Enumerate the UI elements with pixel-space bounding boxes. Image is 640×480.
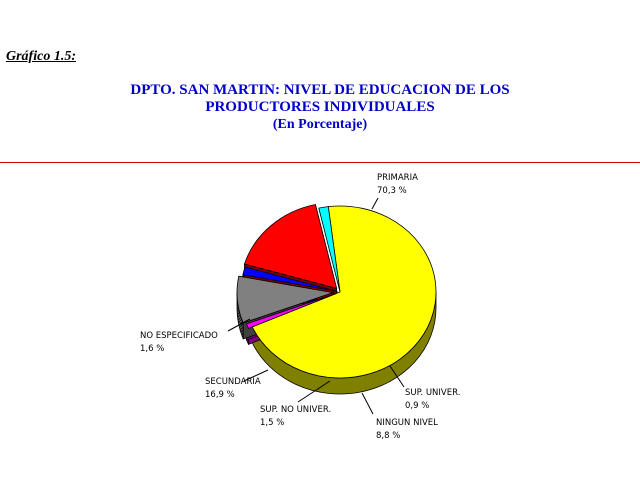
slice-label-4: SECUNDARIA (205, 377, 261, 387)
slice-label-5: NO ESPECIFICADO (140, 331, 218, 341)
slice-value-3: 1,5 % (260, 418, 285, 428)
slice-value-4: 16,9 % (205, 390, 235, 400)
slice-label-1: SUP. UNIVER. (405, 388, 461, 398)
slice-label-3: SUP. NO UNIVER. (260, 405, 332, 415)
slice-value-0: 70,3 % (377, 186, 407, 196)
chart-subtitle: (En Porcentaje) (272, 117, 368, 132)
slice-label-2: NINGUN NIVEL (376, 418, 438, 428)
slice-value-5: 1,6 % (140, 344, 165, 354)
chart-caption: Gráfico 1.5: (6, 49, 76, 64)
leader-line-0 (372, 198, 378, 209)
title-line-2: PRODUCTORES INDIVIDUALES (205, 99, 435, 115)
slice-value-2: 8,8 % (376, 431, 401, 441)
leader-line-2 (362, 393, 373, 414)
slice-label-0: PRIMARIA (377, 173, 418, 183)
title-line-1: DPTO. SAN MARTIN: NIVEL DE EDUCACION DE LOS (130, 82, 510, 98)
slice-value-1: 0,9 % (405, 401, 430, 411)
